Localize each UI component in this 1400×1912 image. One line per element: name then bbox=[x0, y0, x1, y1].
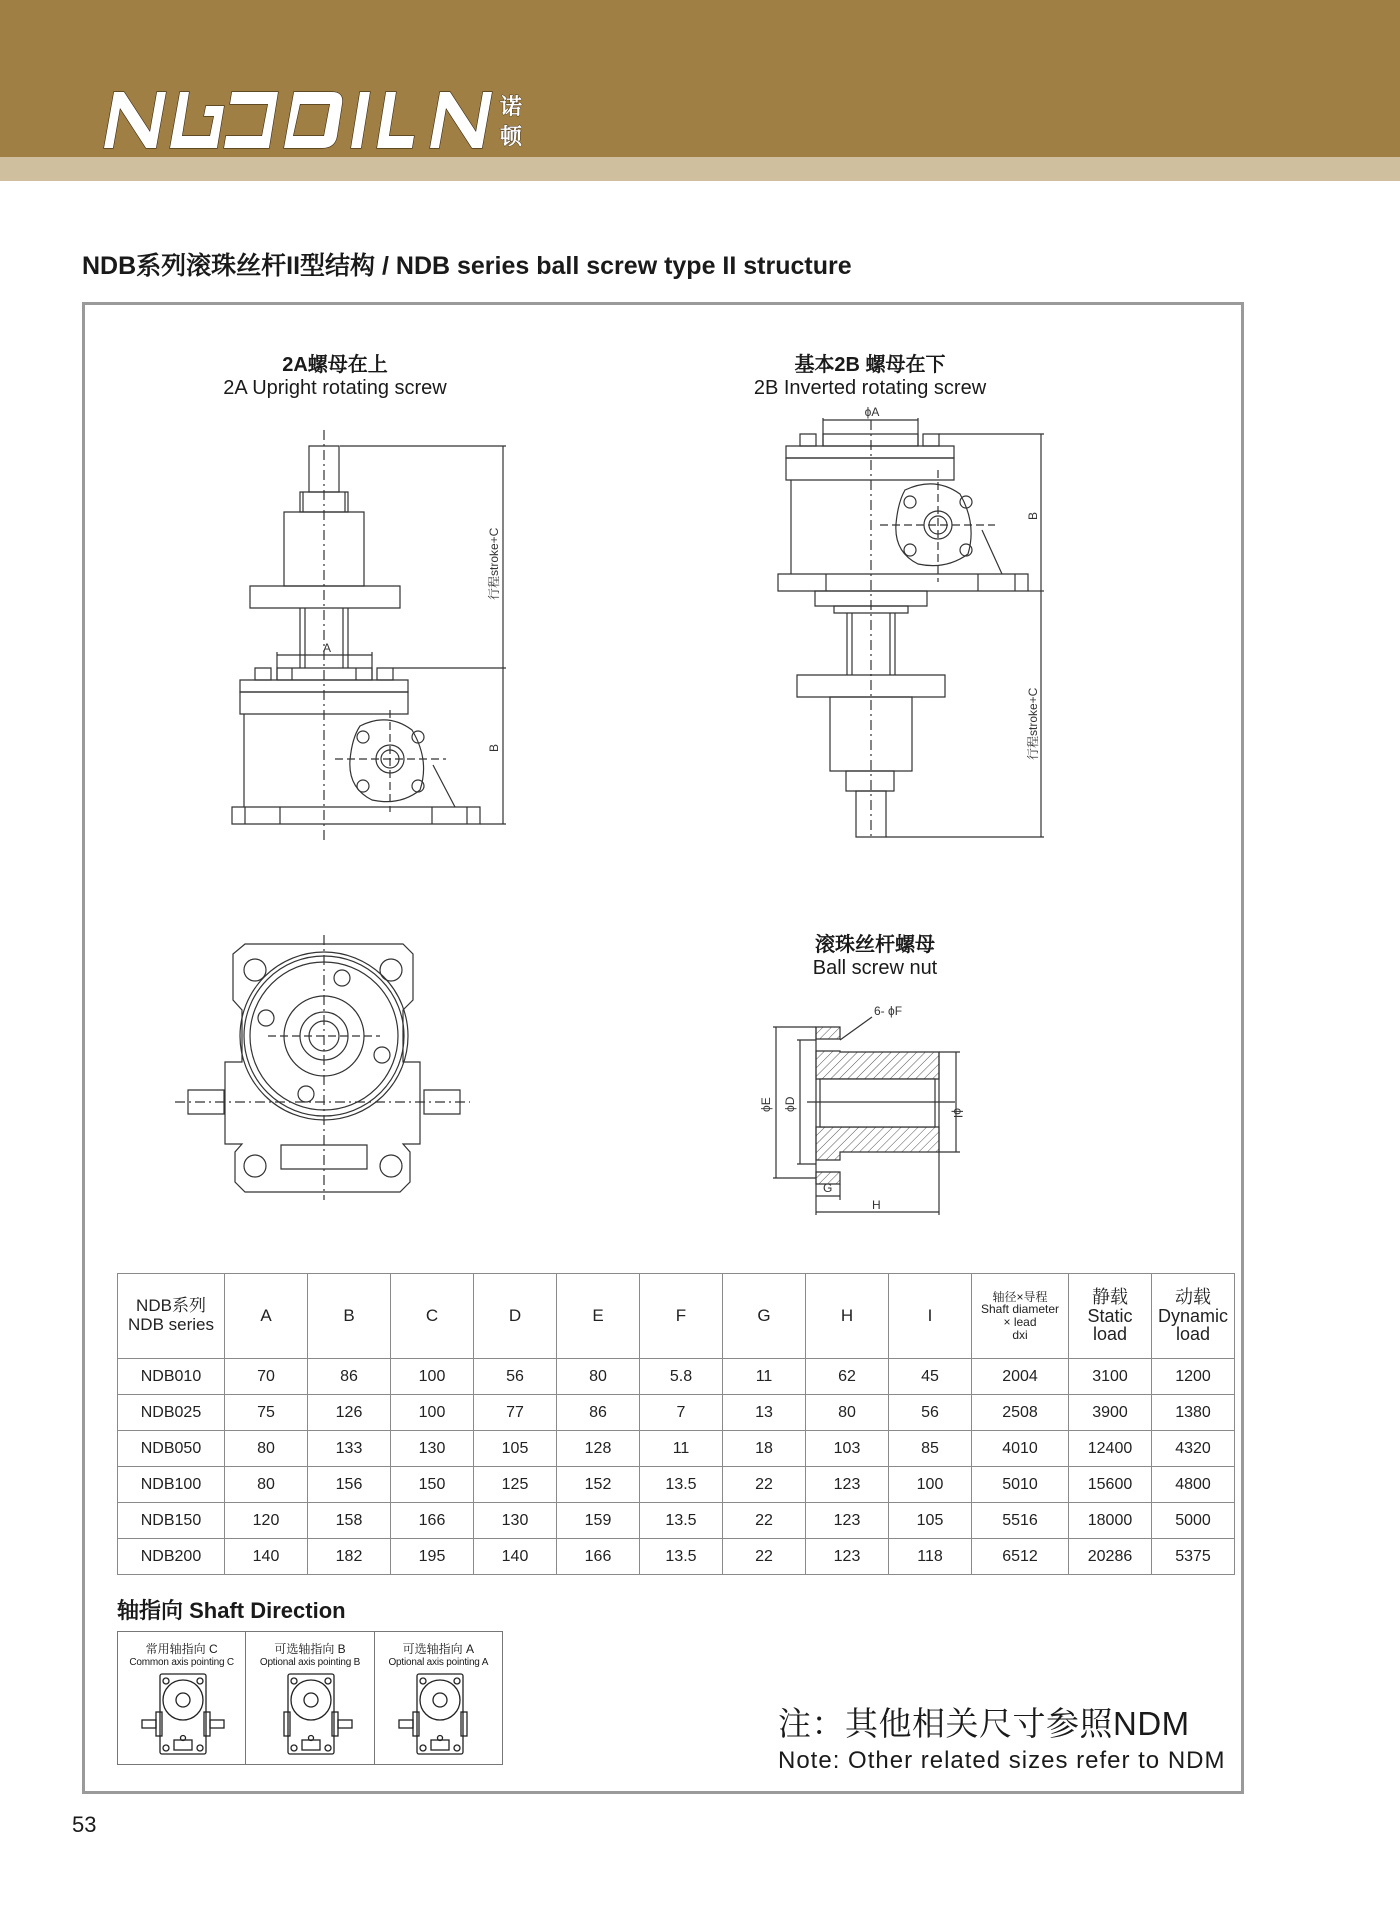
header-static-load: 静载 Static load bbox=[1069, 1274, 1152, 1359]
value-cell: 2508 bbox=[972, 1395, 1069, 1431]
shaft-option bbox=[118, 1632, 246, 1764]
value-cell: 20286 bbox=[1069, 1539, 1152, 1575]
value-cell: 123 bbox=[806, 1503, 889, 1539]
value-cell: 130 bbox=[391, 1431, 474, 1467]
value-cell: 1380 bbox=[1152, 1395, 1235, 1431]
nut-dim-i: ϕI bbox=[951, 1108, 965, 1119]
header-shaft-lead: 轴径×导程 Shaft diameter × lead dxi bbox=[972, 1274, 1069, 1359]
upright-dim-stroke: 行程stroke+C bbox=[487, 527, 501, 600]
value-cell: 75 bbox=[225, 1395, 308, 1431]
model-cell: NDB200 bbox=[118, 1539, 225, 1575]
value-cell: 80 bbox=[806, 1395, 889, 1431]
value-cell: 130 bbox=[474, 1503, 557, 1539]
value-cell: 2004 bbox=[972, 1359, 1069, 1395]
value-cell: 126 bbox=[308, 1395, 391, 1431]
header-i: I bbox=[889, 1274, 972, 1359]
value-cell: 80 bbox=[557, 1359, 640, 1395]
value-cell: 123 bbox=[806, 1467, 889, 1503]
value-cell: 3100 bbox=[1069, 1359, 1152, 1395]
header-c: C bbox=[391, 1274, 474, 1359]
value-cell: 3900 bbox=[1069, 1395, 1152, 1431]
value-cell: 86 bbox=[557, 1395, 640, 1431]
value-cell: 140 bbox=[225, 1539, 308, 1575]
model-cell: NDB010 bbox=[118, 1359, 225, 1395]
value-cell: 5516 bbox=[972, 1503, 1069, 1539]
nut-dim-h: H bbox=[872, 1198, 881, 1212]
upright-title-zh: 2A螺母在上 bbox=[282, 354, 388, 376]
note-en: Note: Other related sizes refer to NDM bbox=[778, 1747, 1226, 1774]
value-cell: 15600 bbox=[1069, 1467, 1152, 1503]
value-cell: 159 bbox=[557, 1503, 640, 1539]
upright-dim-b: B bbox=[487, 743, 501, 752]
shaft-option bbox=[375, 1632, 502, 1764]
value-cell: 7 bbox=[640, 1395, 723, 1431]
value-cell: 18000 bbox=[1069, 1503, 1152, 1539]
header-d: D bbox=[474, 1274, 557, 1359]
value-cell: 13.5 bbox=[640, 1467, 723, 1503]
table-row bbox=[118, 1359, 1235, 1395]
value-cell: 5000 bbox=[1152, 1503, 1235, 1539]
note-zh: 注：其他相关尺寸参照NDM bbox=[778, 1705, 1190, 1742]
model-cell: NDB150 bbox=[118, 1503, 225, 1539]
shaft-option bbox=[246, 1632, 374, 1764]
value-cell: 77 bbox=[474, 1395, 557, 1431]
value-cell: 125 bbox=[474, 1467, 557, 1503]
upright-dim-a: A bbox=[322, 641, 332, 655]
value-cell: 13.5 bbox=[640, 1539, 723, 1575]
table-row bbox=[118, 1503, 1235, 1539]
value-cell: 13 bbox=[723, 1395, 806, 1431]
gearbox-icon bbox=[132, 1670, 232, 1762]
gearbox-icon bbox=[389, 1670, 489, 1762]
value-cell: 5010 bbox=[972, 1467, 1069, 1503]
value-cell: 22 bbox=[723, 1539, 806, 1575]
value-cell: 105 bbox=[889, 1503, 972, 1539]
model-cell: NDB025 bbox=[118, 1395, 225, 1431]
value-cell: 45 bbox=[889, 1359, 972, 1395]
header-dynamic-load: 动载 Dynamic load bbox=[1152, 1274, 1235, 1359]
shaft-option-zh: 可选轴指向 A bbox=[402, 1642, 474, 1656]
table-row bbox=[118, 1539, 1235, 1575]
shaft-direction-title: 轴指向 Shaft Direction bbox=[117, 1598, 346, 1623]
value-cell: 166 bbox=[557, 1539, 640, 1575]
inverted-dim-stroke: 行程stroke+C bbox=[1026, 687, 1040, 760]
shaft-option-zh: 常用轴指向 C bbox=[145, 1642, 218, 1656]
value-cell: 152 bbox=[557, 1467, 640, 1503]
header-f: F bbox=[640, 1274, 723, 1359]
value-cell: 166 bbox=[391, 1503, 474, 1539]
value-cell: 80 bbox=[225, 1467, 308, 1503]
table-row bbox=[118, 1431, 1235, 1467]
inverted-dim-b: B bbox=[1026, 511, 1040, 520]
shaft-option-en: Optional axis pointing A bbox=[388, 1657, 489, 1668]
value-cell: 56 bbox=[474, 1359, 557, 1395]
table-row bbox=[118, 1467, 1235, 1503]
value-cell: 86 bbox=[308, 1359, 391, 1395]
nut-dim-d: ϕD bbox=[783, 1096, 797, 1112]
note bbox=[778, 1698, 1225, 1775]
value-cell: 18 bbox=[723, 1431, 806, 1467]
shaft-direction-panel bbox=[117, 1631, 503, 1765]
table-row bbox=[118, 1395, 1235, 1431]
value-cell: 1200 bbox=[1152, 1359, 1235, 1395]
value-cell: 105 bbox=[474, 1431, 557, 1467]
value-cell: 120 bbox=[225, 1503, 308, 1539]
value-cell: 13.5 bbox=[640, 1503, 723, 1539]
value-cell: 150 bbox=[391, 1467, 474, 1503]
header-h: H bbox=[806, 1274, 889, 1359]
value-cell: 22 bbox=[723, 1467, 806, 1503]
value-cell: 100 bbox=[391, 1395, 474, 1431]
inverted-dim-a: ϕA bbox=[864, 405, 880, 419]
header-a: A bbox=[225, 1274, 308, 1359]
nut-dim-g: G bbox=[823, 1181, 833, 1195]
value-cell: 128 bbox=[557, 1431, 640, 1467]
inverted-title-zh: 基本2B 螺母在下 bbox=[794, 354, 946, 376]
value-cell: 156 bbox=[308, 1467, 391, 1503]
brand-chinese-1: 诺 bbox=[500, 94, 523, 119]
value-cell: 6512 bbox=[972, 1539, 1069, 1575]
header-series: NDB系列 NDB series bbox=[118, 1274, 225, 1359]
value-cell: 4010 bbox=[972, 1431, 1069, 1467]
value-cell: 11 bbox=[640, 1431, 723, 1467]
value-cell: 100 bbox=[391, 1359, 474, 1395]
value-cell: 103 bbox=[806, 1431, 889, 1467]
value-cell: 133 bbox=[308, 1431, 391, 1467]
value-cell: 5375 bbox=[1152, 1539, 1235, 1575]
model-cell: NDB050 bbox=[118, 1431, 225, 1467]
nut-dim-f: 6- ϕF bbox=[874, 1004, 903, 1018]
shaft-option-en: Optional axis pointing B bbox=[259, 1657, 361, 1668]
model-cell: NDB100 bbox=[118, 1467, 225, 1503]
brand-chinese-2: 顿 bbox=[500, 124, 523, 149]
value-cell: 11 bbox=[723, 1359, 806, 1395]
nut-title-en: Ball screw nut bbox=[812, 957, 938, 979]
nut-title-zh: 滚珠丝杆螺母 bbox=[815, 934, 935, 956]
value-cell: 70 bbox=[225, 1359, 308, 1395]
value-cell: 123 bbox=[806, 1539, 889, 1575]
value-cell: 4320 bbox=[1152, 1431, 1235, 1467]
value-cell: 56 bbox=[889, 1395, 972, 1431]
value-cell: 22 bbox=[723, 1503, 806, 1539]
value-cell: 182 bbox=[308, 1539, 391, 1575]
value-cell: 85 bbox=[889, 1431, 972, 1467]
value-cell: 12400 bbox=[1069, 1431, 1152, 1467]
value-cell: 62 bbox=[806, 1359, 889, 1395]
shaft-option-en: Common axis pointing C bbox=[129, 1657, 234, 1668]
header-e: E bbox=[557, 1274, 640, 1359]
value-cell: 4800 bbox=[1152, 1467, 1235, 1503]
value-cell: 195 bbox=[391, 1539, 474, 1575]
spec-table bbox=[117, 1273, 1235, 1575]
nut-dim-e: ϕE bbox=[759, 1097, 773, 1112]
table-header-row bbox=[118, 1274, 1235, 1359]
upright-title-en: 2A Upright rotating screw bbox=[223, 377, 447, 399]
shaft-option-zh: 可选轴指向 B bbox=[274, 1642, 346, 1656]
value-cell: 100 bbox=[889, 1467, 972, 1503]
header-b: B bbox=[308, 1274, 391, 1359]
section-title: NDB系列滚珠丝杆II型结构 / NDB series ball screw type II structure bbox=[82, 252, 852, 280]
value-cell: 5.8 bbox=[640, 1359, 723, 1395]
gearbox-icon bbox=[260, 1670, 360, 1762]
value-cell: 140 bbox=[474, 1539, 557, 1575]
value-cell: 118 bbox=[889, 1539, 972, 1575]
value-cell: 158 bbox=[308, 1503, 391, 1539]
header-g: G bbox=[723, 1274, 806, 1359]
page-number: 53 bbox=[72, 1812, 97, 1837]
inverted-title-en: 2B Inverted rotating screw bbox=[753, 377, 987, 399]
value-cell: 80 bbox=[225, 1431, 308, 1467]
